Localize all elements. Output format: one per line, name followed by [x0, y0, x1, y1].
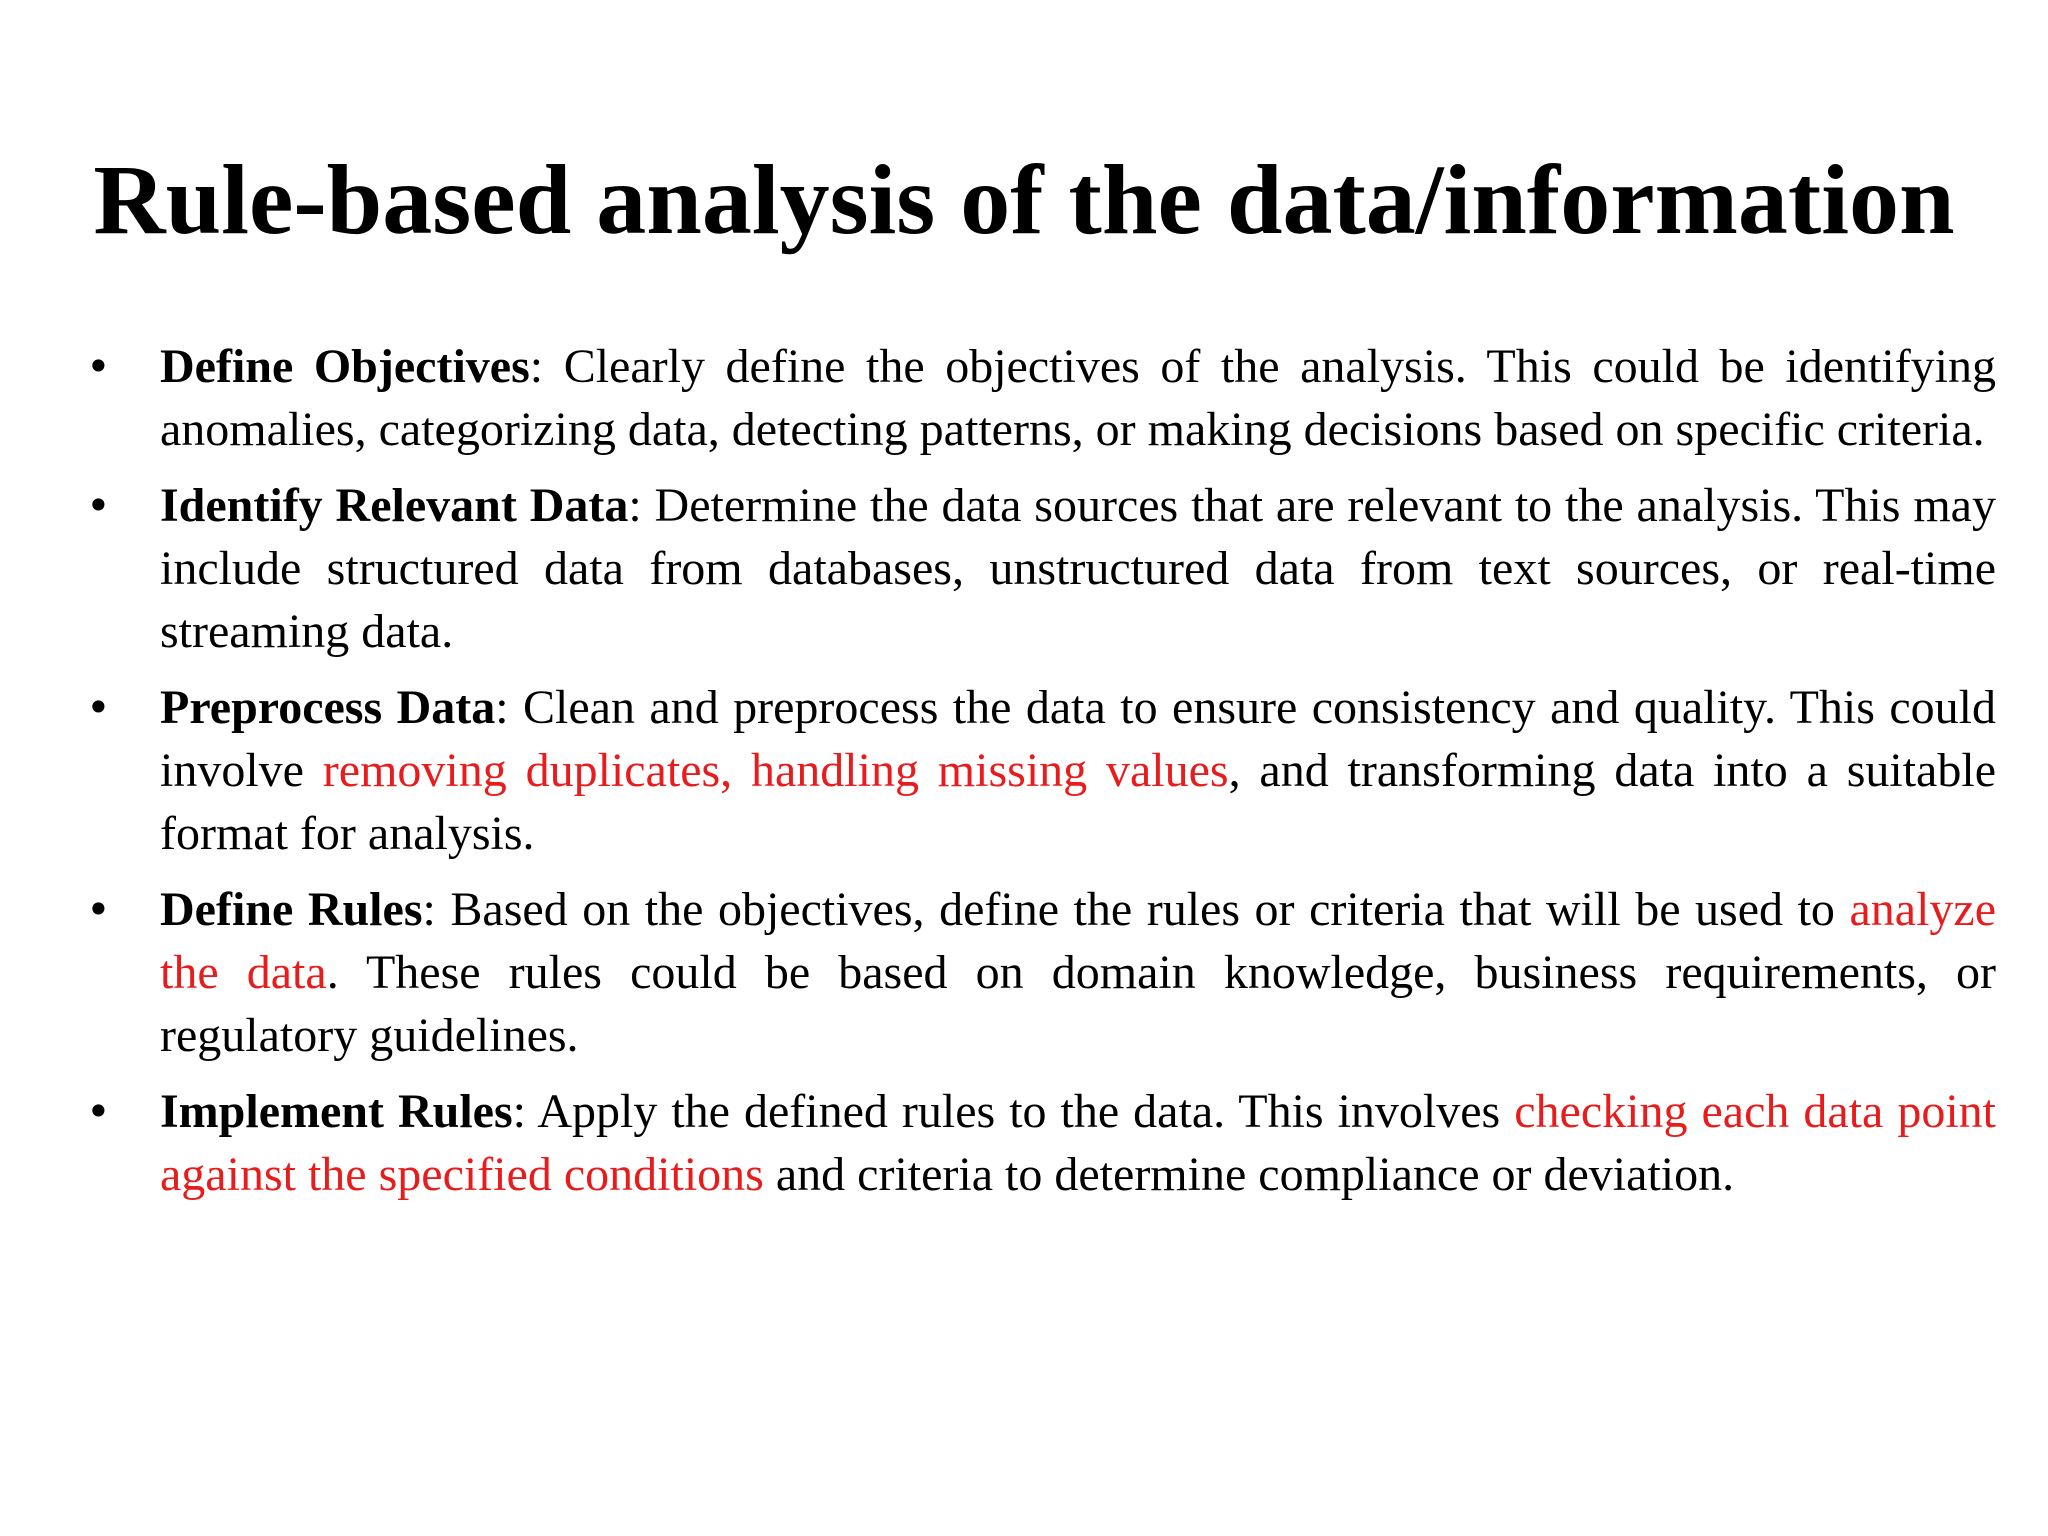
bullet-term: Preprocess Data	[160, 681, 496, 734]
bullet-define-objectives	[86, 335, 1997, 461]
bullet-term: Define Rules	[160, 883, 423, 936]
bullet-separator: :	[512, 1085, 538, 1138]
bullet-icon: •	[86, 885, 111, 934]
bullet-list	[86, 335, 1997, 1219]
bullet-separator: :	[628, 479, 655, 532]
highlighted-text: removing duplicates, handling missing values	[322, 744, 1229, 797]
highlighted-text: checking each data point against the specified conditions	[160, 1085, 1997, 1201]
bullet-text: Determine the data sources that are relevant to the analysis. This may include structured data from databases, unstructured data from text sources, or real-time streaming data.	[160, 479, 1996, 658]
bullet-icon: •	[86, 1087, 111, 1136]
bullet-identify-relevant-data	[86, 474, 1996, 663]
bullet-implement-rules	[86, 1080, 1997, 1206]
bullet-separator: :	[495, 681, 524, 734]
bullet-text: Clearly define the objectives of the analysis. This could be identifying anomalies, categorizing data, detecting patterns, or making decisions based on specific criteria.	[160, 340, 1997, 456]
bullet-icon: •	[86, 683, 111, 732]
bullet-text-continued: , and transforming data into a suitable format for analysis.	[160, 744, 1996, 860]
bullet-text-continued: and criteria to determine compliance or deviation.	[763, 1148, 1735, 1201]
bullet-text-continued: . These rules could be based on domain knowledge, business requirements, or regulatory guidelines.	[160, 946, 1996, 1062]
bullet-text: Based on the objectives, define the rules or criteria that will be used to	[450, 883, 1850, 936]
bullet-text: Apply the defined rules to the data. This involves	[537, 1085, 1515, 1138]
slide-title: Rule-based analysis of the data/information	[93, 144, 1955, 255]
bullet-term: Implement Rules	[160, 1085, 513, 1138]
bullet-icon: •	[86, 342, 111, 391]
bullet-preprocess-data	[86, 676, 1996, 865]
bullet-term: Identify Relevant Data	[160, 479, 629, 532]
highlighted-text: analyze the data	[160, 883, 1997, 999]
bullet-term: Define Objectives	[160, 340, 530, 393]
bullet-text: Clean and preprocess the data to ensure consistency and quality. This could involve	[160, 681, 1996, 797]
bullet-separator: :	[422, 883, 451, 936]
bullet-icon: •	[86, 481, 111, 530]
bullet-define-rules	[86, 878, 1997, 1067]
bullet-separator: :	[529, 340, 564, 393]
